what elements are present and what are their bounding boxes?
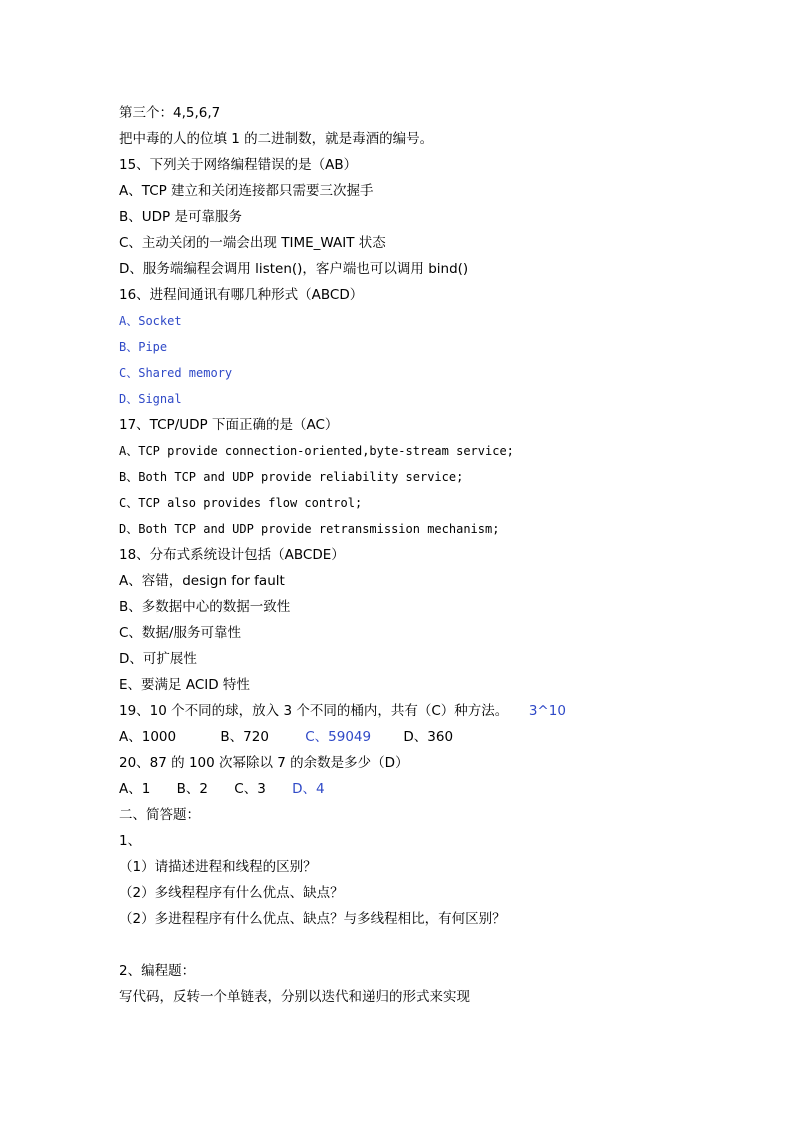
options-20: [119, 778, 779, 804]
document-body: [119, 102, 779, 1012]
options-19: [119, 726, 779, 752]
option-15-d: D、服务端编程会调用 listen()，客户端也可以调用 bind(): [119, 261, 469, 277]
option-18-a: A、容错，design for fault: [119, 573, 285, 589]
option-18-c: C、数据/服务可靠性: [119, 625, 241, 641]
option-20-d: D、4: [292, 781, 325, 797]
subquestion-item: （2）多进程程序有什么优点、缺点？与多线程相比，有何区别？: [119, 911, 506, 927]
question-15: 15、下列关于网络编程错误的是（AB）: [119, 157, 358, 173]
option-16-d: D、Signal: [119, 392, 182, 406]
option-17-d: D、Both TCP and UDP provide retransmission mechanism;: [119, 522, 500, 536]
subquestion-number: 1、: [119, 833, 142, 849]
question-19: [119, 700, 779, 726]
option-17-b: B、Both TCP and UDP provide reliability service;: [119, 470, 464, 484]
option-18-e: E、要满足 ACID 特性: [119, 677, 250, 693]
section-heading: 2、编程题：: [119, 963, 196, 979]
option-20-b: B、2: [176, 781, 208, 797]
option-19-a: A、1000: [119, 729, 177, 745]
question-19-text: 19、10 个不同的球，放入 3 个不同的桶内，共有（C）种方法。: [119, 703, 509, 719]
option-15-a: A、TCP 建立和关闭连接都只需要三次握手: [119, 183, 374, 199]
subquestion-item: （1）请描述进程和线程的区别？: [119, 859, 317, 875]
option-19-c: C、59049: [305, 729, 372, 745]
question-17: 17、TCP/UDP 下面正确的是（AC）: [119, 417, 339, 433]
answer-note: 3^10: [528, 703, 566, 719]
question-16: 16、进程间通讯有哪几种形式（ABCD）: [119, 287, 364, 303]
text-line: 把中毒的人的位填 1 的二进制数，就是毒酒的编号。: [119, 131, 434, 147]
option-15-c: C、主动关闭的一端会出现 TIME_WAIT 状态: [119, 235, 386, 251]
question-20: 20、87 的 100 次幂除以 7 的余数是多少（D）: [119, 755, 409, 771]
option-19-d: D、360: [403, 729, 454, 745]
option-16-a: A、Socket: [119, 314, 182, 328]
programming-task: 写代码，反转一个单链表，分别以迭代和递归的形式来实现: [119, 989, 470, 1005]
option-16-c: C、Shared memory: [119, 366, 233, 380]
option-17-a: A、TCP provide connection-oriented,byte-stream service;: [119, 444, 514, 458]
section-heading: 二、简答题：: [119, 807, 200, 823]
option-17-c: C、TCP also provides flow control;: [119, 496, 363, 510]
option-18-b: B、多数据中心的数据一致性: [119, 599, 291, 615]
question-18: 18、分布式系统设计包括（ABCDE）: [119, 547, 345, 563]
subquestion-item: （2）多线程程序有什么优点、缺点？: [119, 885, 344, 901]
option-19-b: B、720: [220, 729, 269, 745]
option-18-d: D、可扩展性: [119, 651, 197, 667]
option-16-b: B、Pipe: [119, 340, 168, 354]
option-20-c: C、3: [234, 781, 266, 797]
blank-line: [119, 934, 779, 960]
text-line: 第三个：4,5,6,7: [119, 105, 221, 121]
option-20-a: A、1: [119, 781, 151, 797]
option-15-b: B、UDP 是可靠服务: [119, 209, 242, 225]
